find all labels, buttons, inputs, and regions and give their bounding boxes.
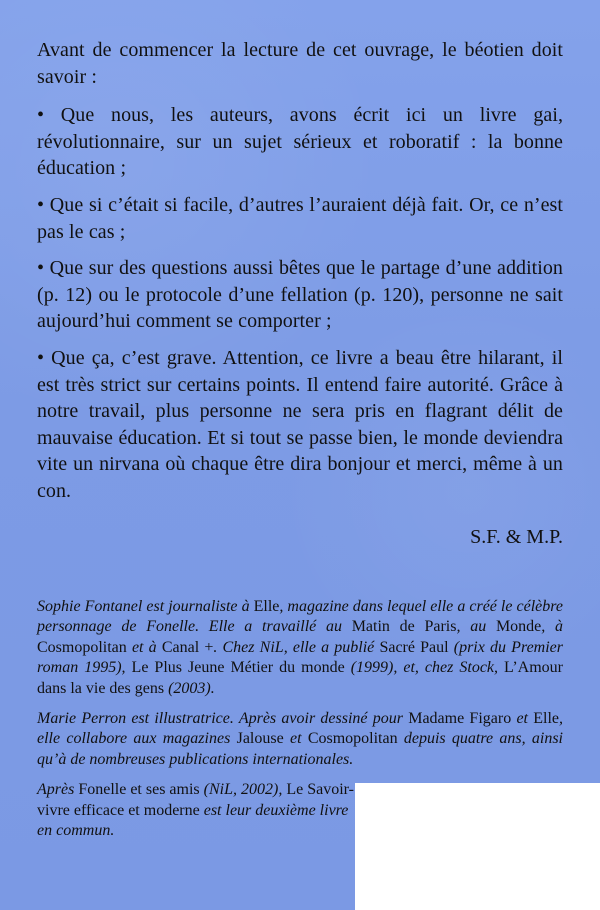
bio-1-segment: Sacré Paul bbox=[379, 638, 449, 656]
author-bio-3 bbox=[37, 780, 357, 841]
bio-1-segment: . Chez NiL, elle a publié bbox=[213, 638, 380, 656]
author-bio-2 bbox=[37, 709, 563, 770]
bio-1-segment: (2003). bbox=[164, 679, 215, 697]
bio-1-segment: Le Plus Jeune Métier du monde bbox=[131, 659, 345, 677]
main-text-block bbox=[37, 37, 563, 515]
bio-3-segment: Fonelle et ses amis bbox=[78, 781, 200, 799]
bio-2-segment: depuis quatre ans, ainsi qu’à de nombreuses publications internationales. bbox=[37, 730, 564, 768]
bio-1-segment: , au bbox=[456, 618, 496, 636]
bio-1-segment: Monde bbox=[495, 618, 542, 636]
bullet-paragraph-4: • Que ça, c’est grave. Attention, ce livre a beau être hilarant, il est très strict sur certains points. Il entend faire autorité. Grâce à notre travail, plus personne ne sera pris en flagrant délit de mauvaise éducation. Et si tout se passe bien, le monde deviendra vite un nirvana où chaque être dira bonjour et merci, même à un con. bbox=[37, 346, 563, 502]
bullet-paragraph-2: • Que si c’était si facile, d’autres l’auraient déjà fait. Or, ce n’est pas le cas ; bbox=[37, 193, 563, 243]
blank-barcode-area bbox=[355, 783, 600, 910]
bio-3-segment: Après bbox=[37, 781, 79, 799]
bio-3-segment: est leur deuxième livre en commun. bbox=[37, 801, 349, 840]
intro-paragraph: Avant de commencer la lecture de cet ouvrage, le béotien doit savoir : bbox=[37, 39, 563, 88]
bio-1-segment: Cosmopolitan bbox=[37, 638, 127, 656]
bullet-paragraph-1: • Que nous, les auteurs, avons écrit ici un livre gai, révolutionnaire, sur un sujet sérieux et roboratif : la bonne éducation ; bbox=[37, 104, 563, 180]
signature: S.F. & M.P. bbox=[470, 526, 563, 548]
bio-1-segment: Matin de Paris bbox=[351, 618, 457, 636]
bio-3-segment: (NiL, 2002), bbox=[199, 781, 287, 799]
bio-2-segment: Marie Perron est illustratrice. Après avoir dessiné pour bbox=[37, 710, 409, 728]
bio-2-segment: Madame Figaro bbox=[408, 710, 512, 728]
bio-1-segment: (prix du Premier roman 1995), bbox=[37, 638, 564, 677]
bio-2-segment: Elle bbox=[533, 710, 560, 728]
bio-1-segment: , magazine dans lequel elle a créé le célèbre personnage de Fonelle. Elle a travaillé au bbox=[37, 598, 564, 636]
bullet-paragraph-3: • Que sur des questions aussi bêtes que le partage d’une addition (p. 12) ou le protocole d’une fellation (p. 120), personne ne sait aujourd’hui comment se comporter ; bbox=[37, 257, 563, 333]
bio-1-segment: et à bbox=[126, 638, 162, 656]
author-bio-1 bbox=[37, 597, 563, 699]
bio-1-segment: Canal + bbox=[161, 638, 214, 656]
bio-1-segment: (1999), et, chez Stock, bbox=[344, 659, 505, 677]
bio-2-segment: Cosmopolitan bbox=[307, 730, 398, 748]
bio-2-segment: Jalouse bbox=[236, 730, 284, 748]
bio-1-segment: Sophie Fontanel est journaliste à bbox=[37, 598, 254, 615]
bio-3-segment: Le Savoir-vivre efficace et moderne bbox=[37, 781, 354, 819]
bio-2-segment: , elle collabore aux magazines bbox=[37, 710, 564, 748]
bio-1-segment: Elle bbox=[253, 598, 280, 615]
bio-2-segment: et bbox=[511, 710, 534, 728]
bio-1-segment: , à bbox=[541, 618, 564, 636]
bio-1-segment: L’Amour dans la vie des gens bbox=[37, 659, 564, 697]
bio-2-segment: et bbox=[283, 730, 308, 748]
